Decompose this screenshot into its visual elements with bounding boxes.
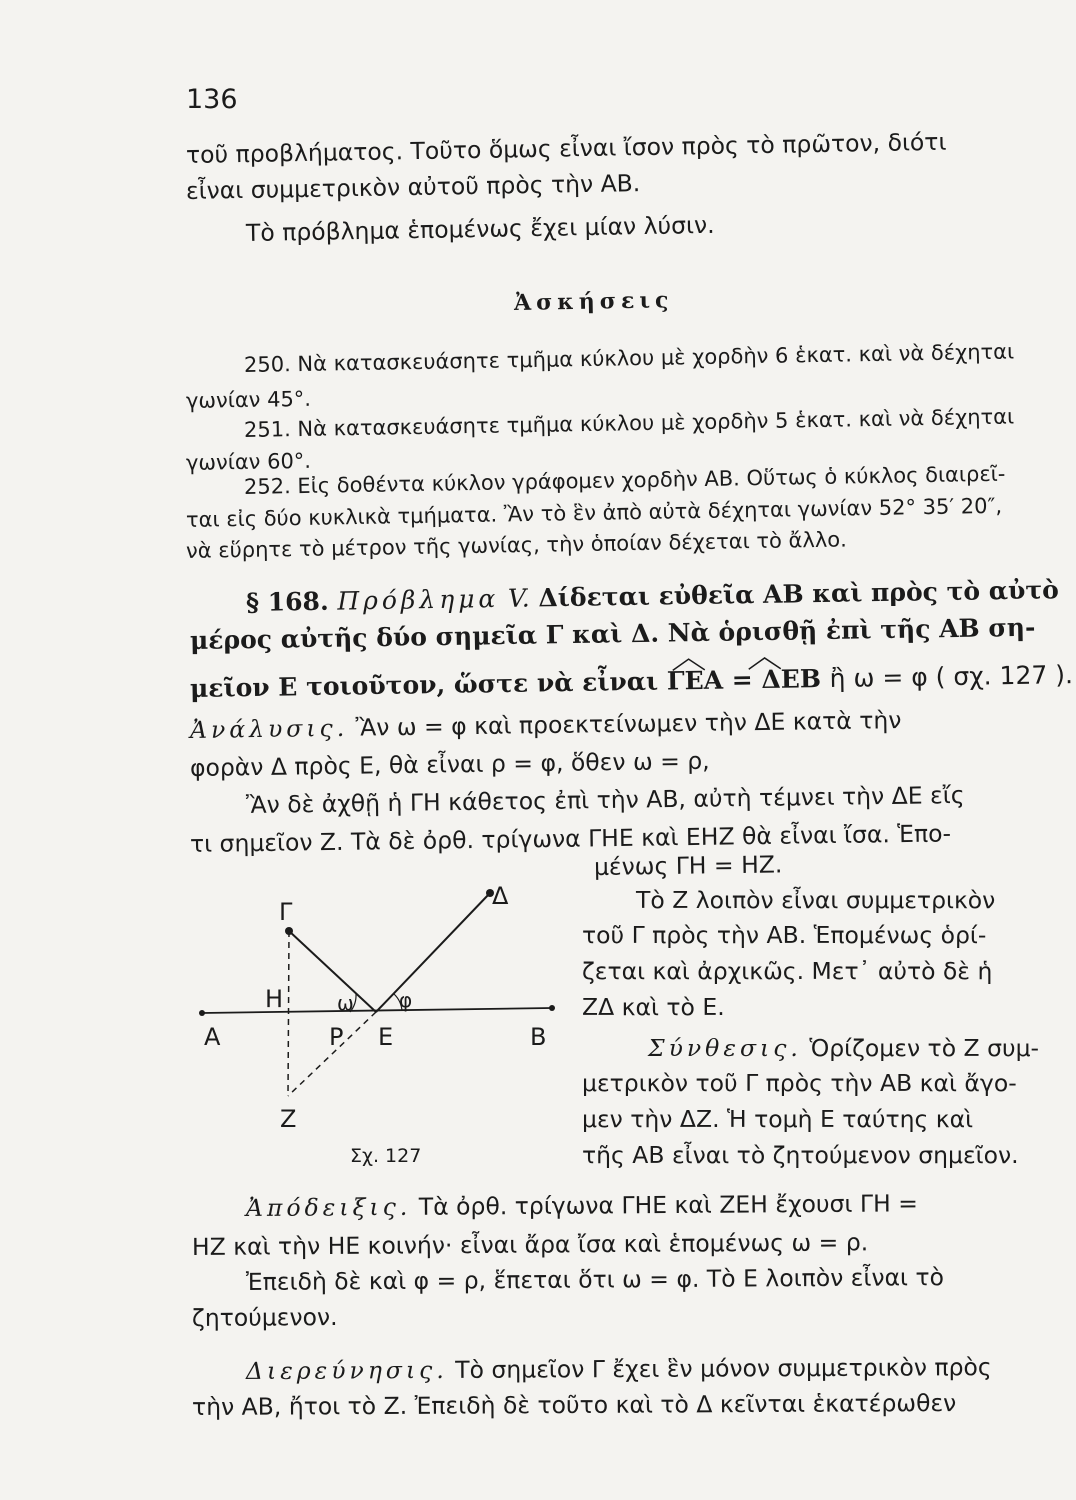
- proof-text: Τὰ ὀρθ. τρίγωνα ΓΗΕ καὶ ΖΕΗ ἔχουσι ΓΗ =: [418, 1189, 918, 1221]
- problem-statement: Δίδεται εὐθεῖα ΑΒ καὶ πρὸς τὸ αὐτὸ: [538, 575, 1060, 613]
- label-gamma: Γ: [279, 898, 293, 926]
- point-a: [199, 1010, 205, 1016]
- synthesis-text: Ὁρίζομεν τὸ Ζ συμ-: [809, 1034, 1040, 1062]
- right-text-2: τοῦ Γ πρὸς τὴν ΑΒ. Ἑπομένως ὁρί-: [582, 921, 987, 949]
- analysis-line3: Ἂν δὲ ἀχθῇ ἡ ΓΗ κάθετος ἐπὶ τὴν ΑΒ, αὐτὴ τέμνει τὴν ΔΕ εἴς: [245, 780, 965, 819]
- section-number: § 168.: [245, 586, 329, 617]
- angle-equation: ΓΕΑ = ΔΕΒ: [667, 664, 822, 695]
- point-gamma: [285, 927, 293, 935]
- label-omega: ω: [337, 991, 354, 1015]
- exercise-250: 250. Νὰ κατασκευάσητε τμῆμα κύκλου μὲ χορδὴν 6 ἑκατ. καὶ νὰ δέχηται: [243, 339, 1015, 377]
- segment-ge: [289, 931, 376, 1012]
- analysis-label: Ἀνάλυσις.: [189, 713, 349, 744]
- analysis-line5: μένως ΓΗ = ΗΖ.: [593, 850, 783, 881]
- right-text-7: μεν τὴν ΔΖ. Ἡ τομὴ Ε ταύτης καὶ: [582, 1105, 974, 1133]
- text-line: εἶναι συμμετρικὸν αὐτοῦ πρὸς τὴν ΑΒ.: [185, 169, 641, 205]
- point-b: [549, 1005, 555, 1011]
- label-a: Α: [204, 1023, 221, 1051]
- page-number: 136: [186, 84, 238, 115]
- proof-line2: ΗΖ καὶ τὴν ΗΕ κοινήν· εἶναι ἄρα ἴσα καὶ ἑπομένως ω = ρ.: [191, 1228, 869, 1261]
- proof-line3: Ἐπειδὴ δὲ καὶ φ = ρ, ἕπεται ὅτι ω = φ. Τὸ Ε λοιπὸν εἶναι τὸ: [245, 1263, 945, 1296]
- analysis-line2: φορὰν Δ πρὸς Ε, θὰ εἶναι ρ = φ, ὅθεν ω = ρ,: [189, 746, 710, 782]
- exercises-title: Ἀσκήσεις: [513, 287, 674, 316]
- problem-roman: V.: [507, 583, 530, 613]
- label-rho: Ρ: [329, 1023, 344, 1051]
- exercise-250-cont: γωνίαν 45°.: [185, 386, 312, 413]
- right-text-4: ΖΔ καὶ τὸ Ε.: [582, 993, 725, 1021]
- label-h: Η: [265, 985, 284, 1013]
- right-text-1: Τὸ Ζ λοιπὸν εἶναι συμμετρικὸν: [636, 886, 996, 914]
- text-line: Τὸ πρόβλημα ἑπομένως ἔχει μίαν λύσιν.: [245, 210, 715, 247]
- problem-text: μεῖον Ε τοιοῦτον, ὥστε νὰ εἶναι: [189, 666, 659, 703]
- analysis-text: Ἂν ω = φ καὶ προεκτείνωμεν τὴν ΔΕ κατὰ τὴν: [355, 706, 902, 742]
- label-e: Ε: [378, 1023, 394, 1051]
- exercise-251: 251. Νὰ κατασκευάσητε τμῆμα κύκλου μὲ χορδὴν 5 ἑκατ. καὶ νὰ δέχηται: [243, 404, 1015, 442]
- synthesis-label: Σύνθεσις.: [648, 1034, 802, 1062]
- label-z: Ζ: [280, 1105, 297, 1133]
- segment-ed: [376, 893, 490, 1012]
- right-text-3: ζεται καὶ ἀρχικῶς. Μετ᾽ αὐτὸ δὲ ἡ: [582, 957, 993, 985]
- problem-text-end: ἢ ω = φ ( σχ. 127 ).: [829, 660, 1074, 693]
- right-text-6: μετρικὸν τοῦ Γ πρὸς τὴν ΑΒ καὶ ἄγο-: [582, 1069, 1017, 1097]
- analysis-line4: τι σημεῖον Ζ. Τὰ δὲ ὀρθ. τρίγωνα ΓΗΕ καὶ ΕΗΖ θὰ εἶναι ἴσα. Ἑπο-: [189, 819, 952, 858]
- label-phi: φ: [399, 988, 413, 1012]
- label-delta: Δ: [492, 882, 509, 910]
- figure-caption: Σχ. 127: [350, 1145, 422, 1167]
- discussion-text: Τὸ σημεῖον Γ ἔχει ἓν μόνον συμμετρικὸν πρὸς: [455, 1353, 992, 1384]
- exercise-252-cont2: νὰ εὕρητε τὸ μέτρον τῆς γωνίας, τὴν ὁποίαν δέχεται τὸ ἄλλο.: [185, 527, 847, 563]
- exercise-251-cont: γωνίαν 60°.: [185, 448, 312, 475]
- problem-168-line2: μέρος αὐτῆς δύο σημεῖα Γ καὶ Δ. Νὰ ὁρισθῇ ἐπὶ τῆς ΑΒ ση-: [189, 612, 1036, 655]
- proof-label: Ἀπόδειξις.: [245, 1192, 412, 1222]
- discussion-label: Διερεύνησις.: [245, 1355, 448, 1385]
- discussion-line2: τὴν ΑΒ, ἤτοι τὸ Ζ. Ἐπειδὴ δὲ τοῦτο καὶ τὸ Δ κεῖνται ἑκατέρωθεν: [191, 1388, 957, 1421]
- label-b: Β: [530, 1023, 547, 1051]
- perpendicular-gz: [288, 931, 289, 1096]
- right-text-8: τῆς ΑΒ εἶναι τὸ ζητούμενον σημεῖον.: [582, 1141, 1019, 1169]
- problem-word: Πρόβλημα: [337, 584, 500, 616]
- exercise-252: 252. Εἰς δοθέντα κύκλον γράφομεν χορδὴν ΑΒ. Οὕτως ὁ κύκλος διαιρεῖ-: [243, 461, 1006, 499]
- exercise-252-cont: ται εἰς δύο κυκλικὰ τμήματα. Ἂν τὸ ἓν ἀπὸ αὐτὰ δέχηται γωνίαν 52° 35′ 20″,: [185, 493, 1003, 532]
- text-line: τοῦ προβλήματος. Τοῦτο ὅμως εἶναι ἴσον πρὸς τὸ πρῶτον, διότι: [185, 127, 947, 169]
- proof-line4: ζητούμενον.: [191, 1302, 338, 1332]
